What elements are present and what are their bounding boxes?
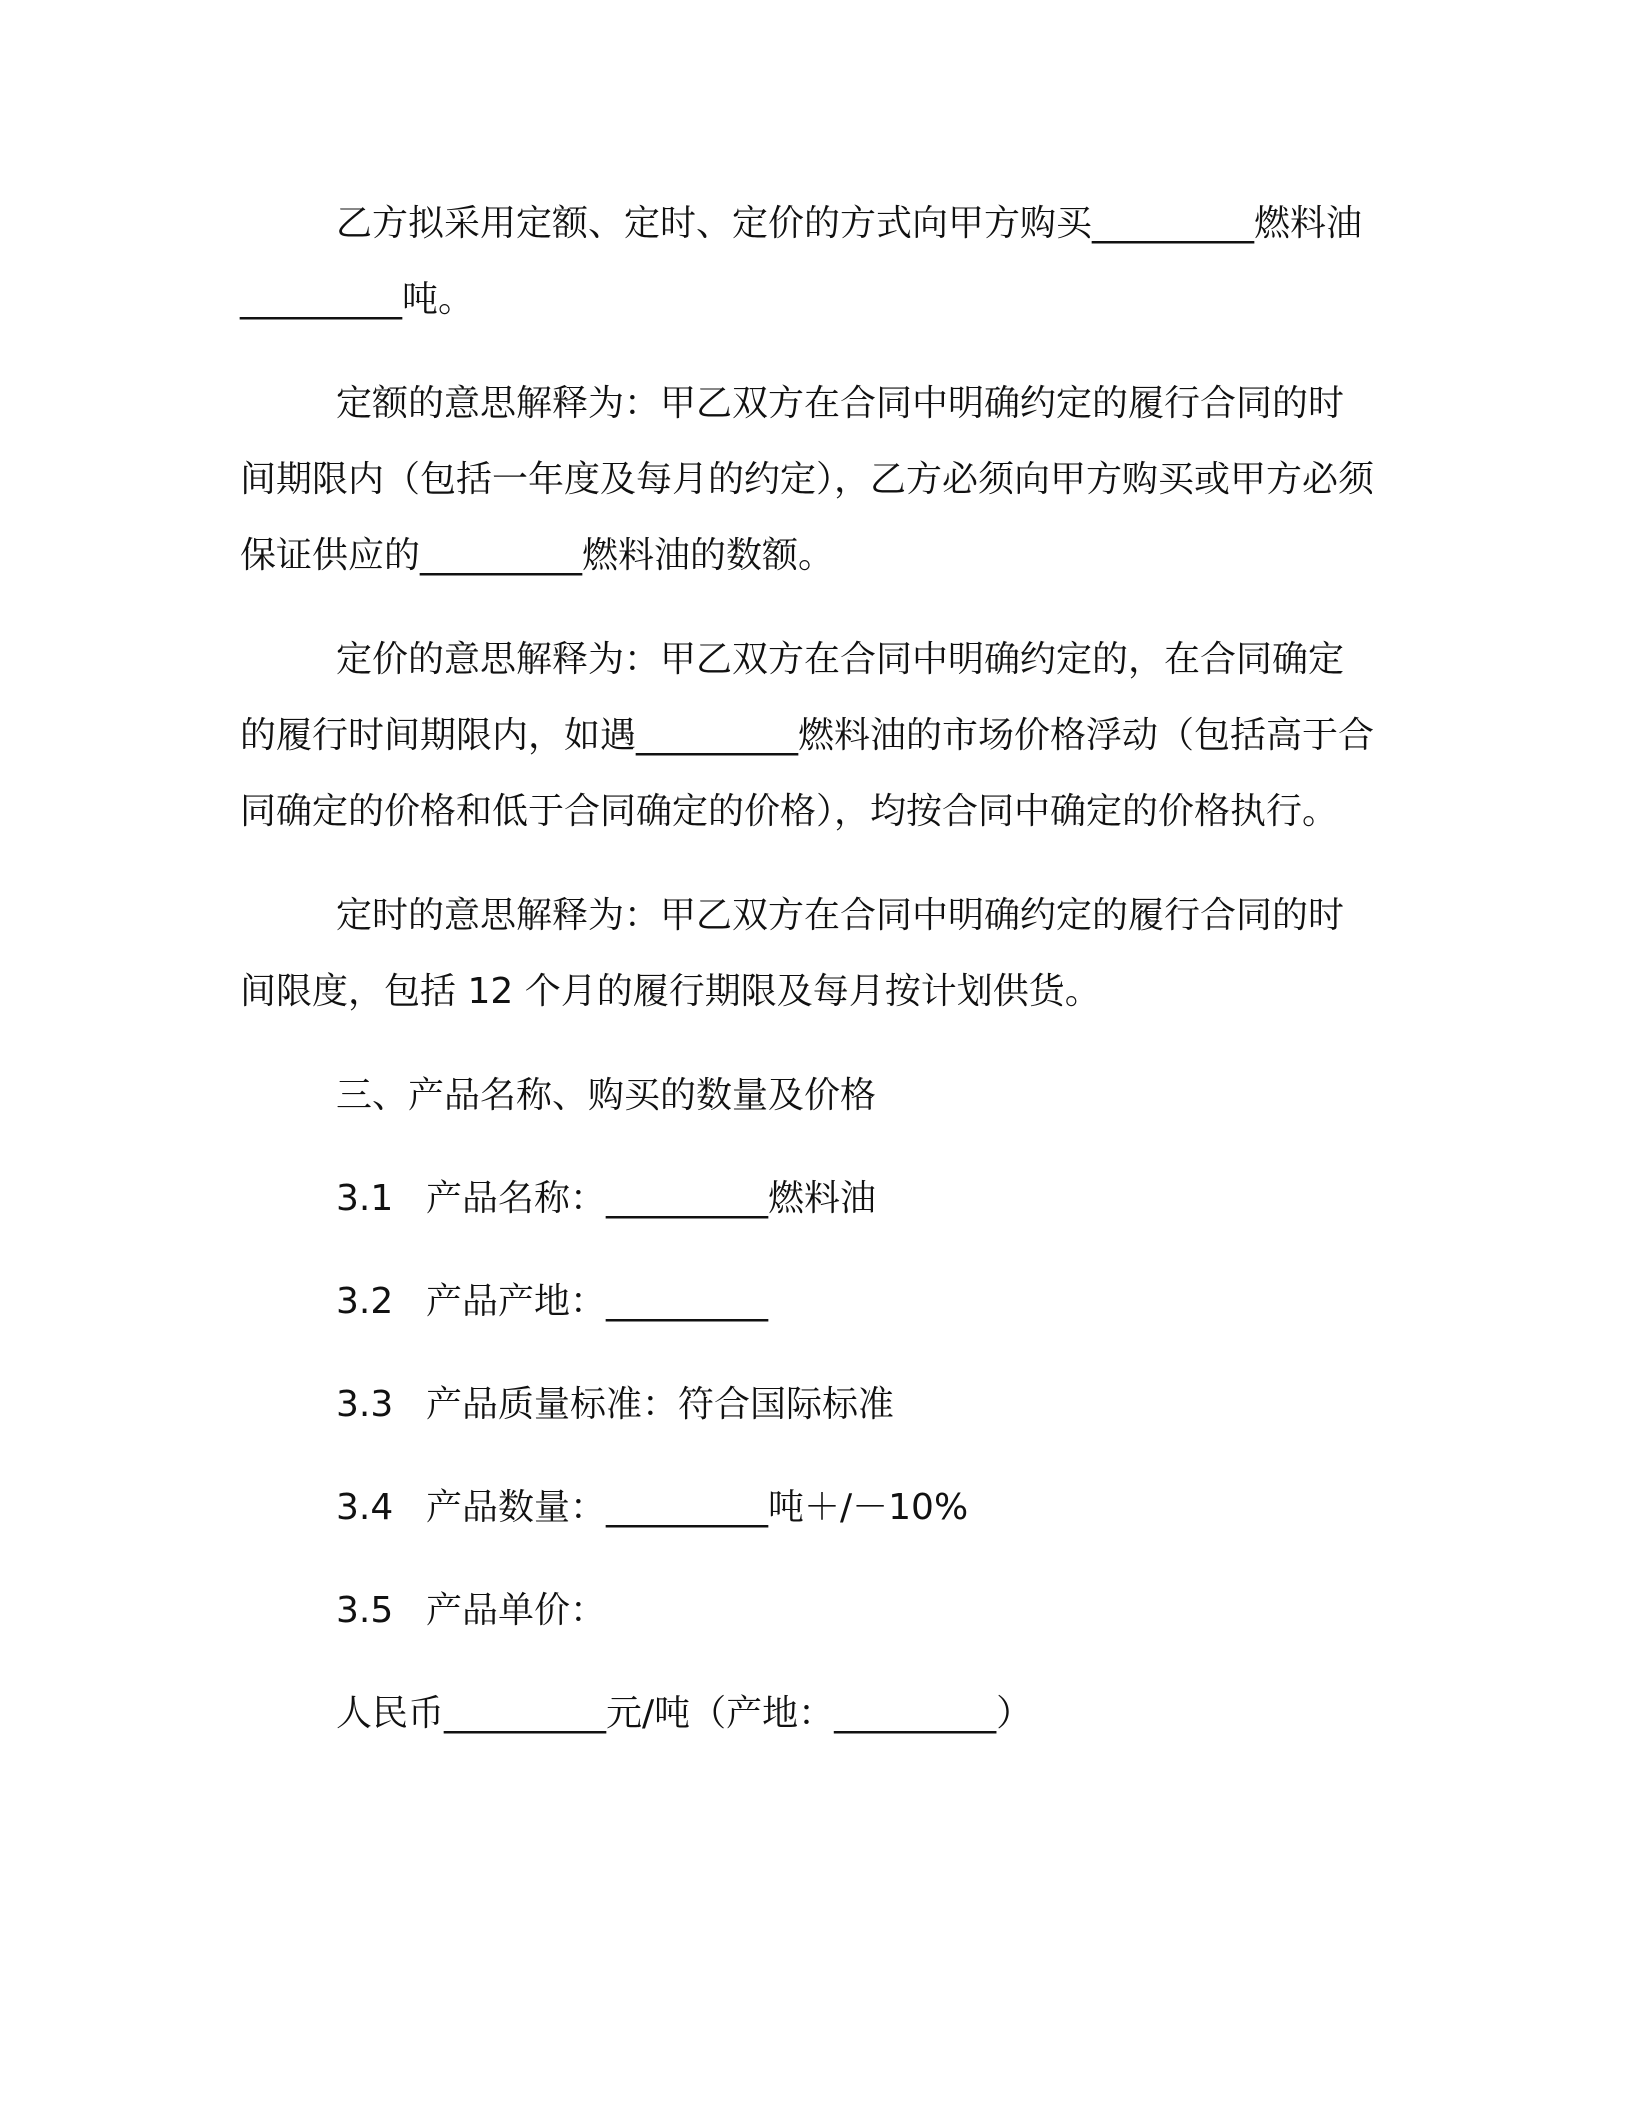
item-quality-standard <box>240 1367 1375 1443</box>
item-product-quantity <box>240 1470 1375 1546</box>
paragraph-price-definition: 定价的意思解释为：甲乙双方在合同中明确约定的，在合同确定的履行时间期限内，如遇_________燃料油的市场价格浮动（包括高于合同确定的价格和低于合同确定的价格），均按合同中确定的价格执行。 <box>240 639 1375 832</box>
item-product-origin <box>240 1264 1375 1340</box>
item-text: 产品质量标准：符合国际标准 <box>426 1384 895 1425</box>
item-number: 3.1 <box>336 1178 394 1219</box>
item-text: 产品单价： <box>426 1590 607 1631</box>
paragraph-time-definition: 定时的意思解释为：甲乙双方在合同中明确约定的履行合同的时间限度，包括 12 个月的履行期限及每月按计划供货。 <box>240 895 1345 1012</box>
item-text: 产品名称：_________燃料油 <box>426 1178 877 1219</box>
item-unit-price <box>240 1573 1375 1649</box>
document-body <box>240 186 1375 1752</box>
item-text: 产品数量：_________吨＋/－10% <box>426 1487 969 1528</box>
price-line: 人民币_________元/吨（产地：_________） <box>336 1693 1033 1734</box>
item-text: 产品产地：_________ <box>426 1281 769 1322</box>
paragraph-purchase-method: 乙方拟采用定额、定时、定价的方式向甲方购买_________燃料油_________吨。 <box>240 203 1363 320</box>
item-number: 3.5 <box>336 1590 394 1631</box>
item-number: 3.4 <box>336 1487 394 1528</box>
section-title: 三、产品名称、购买的数量及价格 <box>336 1075 877 1116</box>
item-product-name <box>240 1161 1375 1237</box>
paragraph-quota-definition: 定额的意思解释为：甲乙双方在合同中明确约定的履行合同的时间期限内（包括一年度及每月的约定），乙方必须向甲方购买或甲方必须保证供应的_________燃料油的数额。 <box>240 383 1375 576</box>
item-number: 3.3 <box>336 1384 394 1425</box>
item-number: 3.2 <box>336 1281 394 1322</box>
